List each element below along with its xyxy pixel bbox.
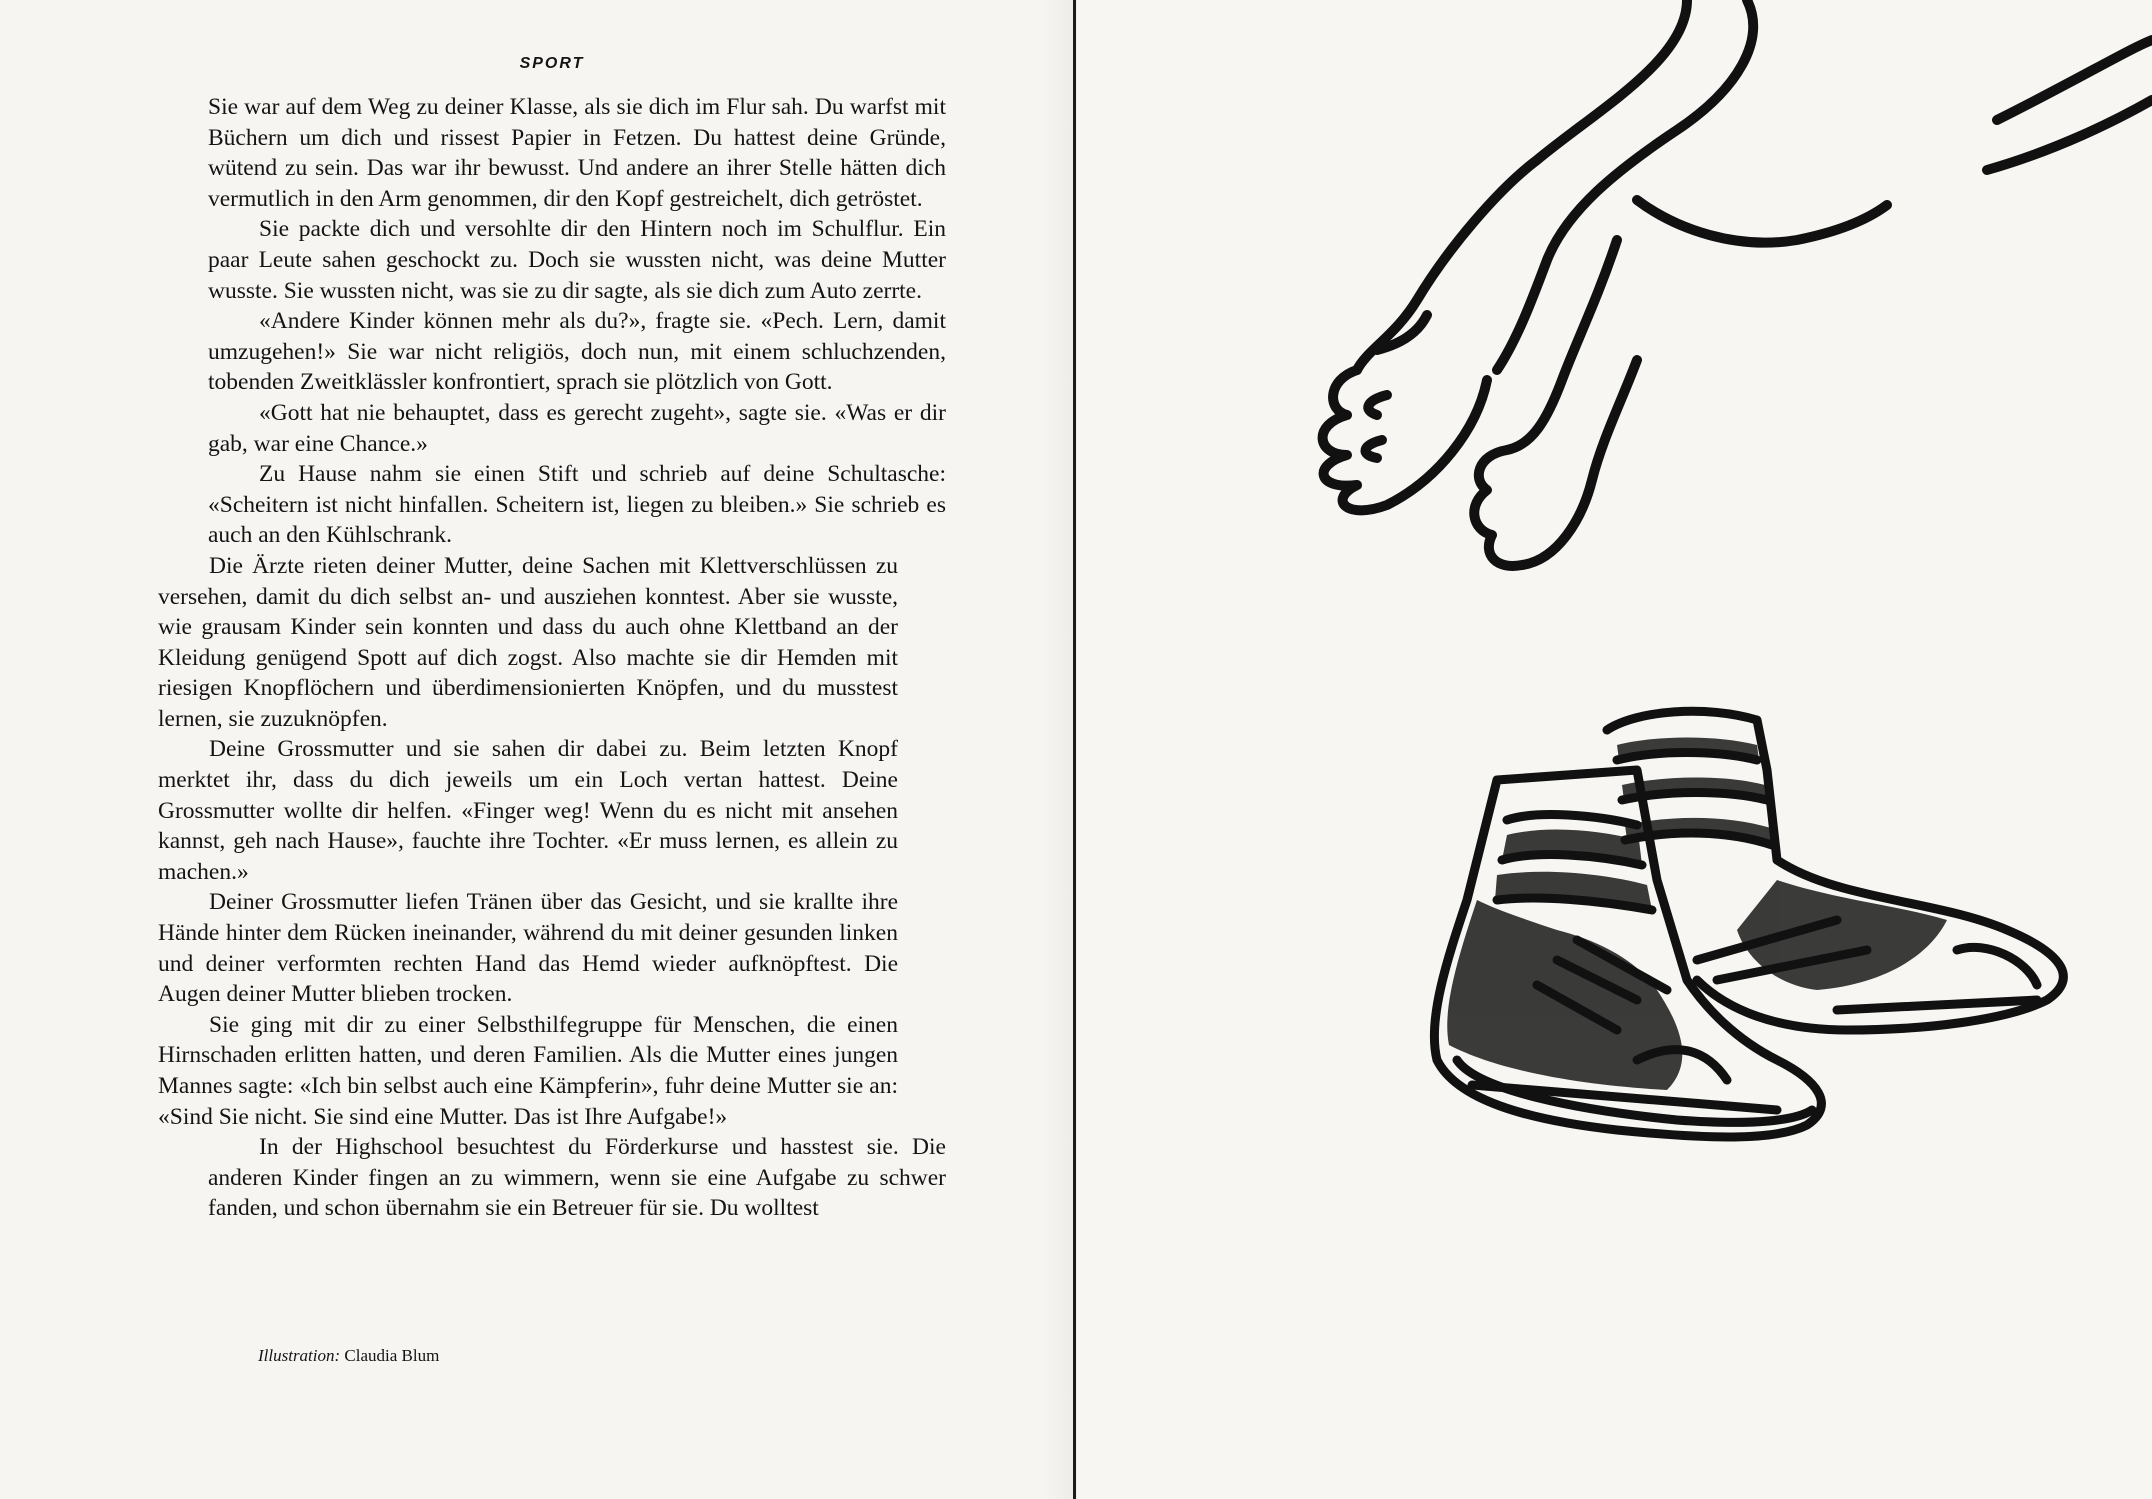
gutter-shadow-left (1040, 0, 1073, 1499)
paragraph-4: «Gott hat nie behauptet, dass es gerecht zugeht», sagte sie. «Was er dir gab, war eine Chance.» (208, 399, 946, 457)
body-text (158, 92, 946, 1224)
paragraph-8: Deiner Grossmutter liefen Tränen über das Gesicht, und sie krallte ihre Hände hinter dem Rücken ineinander, während du mit deiner gesunden linken und deiner verformten rechten Hand das Hemd wieder aufknöpftest. Die Augen deiner Mutter blieben trocken. (158, 889, 898, 1008)
bare-feet-drawing (1323, 0, 2152, 566)
paragraph-5: Zu Hause nahm sie einen Stift und schrieb auf deine Schultasche: «Scheitern ist nicht hinfallen. Scheitern ist, liegen zu bleiben.» Sie schrieb es auch an den Kühlschrank. (208, 461, 946, 549)
illustration-credit (258, 1346, 439, 1366)
sneaker-fill (1447, 738, 1947, 1091)
paragraph-7: Deine Grossmutter und sie sahen dir dabei zu. Beim letzten Knopf merktet ihr, dass du dich jeweils um ein Loch vertan hattest. Deine Grossmutter wollte dir helfen. «Finger weg! Wenn du es nicht mit ansehen kannst, geh nach Hause», fauchte ihre Tochter. «Er muss lernen, es allein zu machen.» (158, 736, 898, 885)
paragraph-1: Sie war auf dem Weg zu deiner Klasse, als sie dich im Flur sah. Du warfst mit Büchern um dich und rissest Papier in Fetzen. Du hattest deine Gründe, wütend zu sein. Das war ihr bewusst. Und andere an ihrer Stelle hätten dich vermutlich in den Arm genommen, dir den Kopf gestreichelt, dich getröstet. (208, 94, 946, 212)
paragraph-2: Sie packte dich und versohlte dir den Hintern noch im Schulflur. Ein paar Leute sahen geschockt zu. Doch sie wussten nicht, was deine Mutter wusste. Sie wussten nicht, was sie zu dir sagte, als sie dich zum Auto zerrte. (208, 216, 946, 304)
paragraph-9: Sie ging mit dir zu einer Selbsthilfegruppe für Menschen, die einen Hirnschaden erlitten hatten, und deren Familien. Als die Mutter eines jungen Mannes sagte: «Ich bin selbst auch eine Kämpferin», fuhr deine Mutter sie an: «Sind Sie nicht. Sie sind eine Mutter. Das ist Ihre Aufgabe!» (158, 1011, 898, 1130)
paragraph-6: Die Ärzte rieten deiner Mutter, deine Sachen mit Klettverschlüssen zu versehen, damit du dich selbst an- und ausziehen konntest. Aber sie wusste, wie grausam Kinder sein konnten und dass du auch ohne Klettband an der Kleidung genügend Spott auf dich zogst. Also machte sie dir Hemden mit riesigen Knopflöchern und überdimensionierten Knöpfen, und du musstest lernen, sie zuzuknöpfen. (158, 552, 898, 732)
paragraph-10: In der Highschool besuchtest du Förderkurse und hasstest sie. Die anderen Kinder fingen an zu wimmern, wenn sie eine Aufgabe zu schwer fanden, und schon übernahm sie ein Betreuer für sie. Du wolltest (208, 1134, 946, 1222)
running-head: SPORT (519, 55, 585, 72)
illustration (1077, 0, 2152, 1499)
credit-role: Illustration: (258, 1346, 341, 1365)
left-page (0, 0, 1074, 1499)
right-page (1077, 0, 2152, 1499)
paragraph-3: «Andere Kinder können mehr als du?», fragte sie. «Pech. Lern, damit umzugehen!» Sie war nicht religiös, doch nun, mit einem schluchzenden, tobenden Zweitklässler konfrontiert, sprach sie plötzlich von Gott. (208, 308, 946, 396)
credit-name: Claudia Blum (344, 1346, 440, 1365)
